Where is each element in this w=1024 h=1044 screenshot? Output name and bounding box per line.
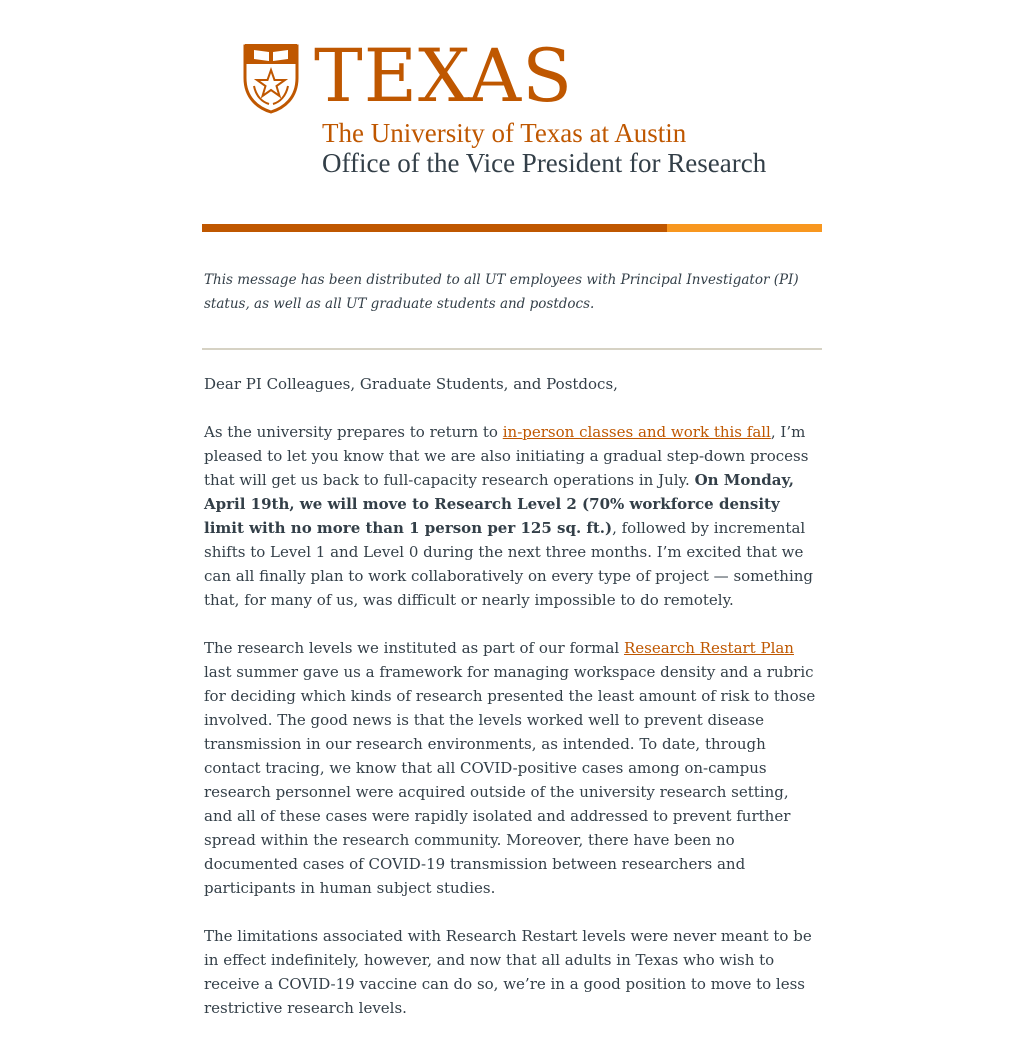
paragraph-2-text-b: last summer gave us a framework for managing workspace density and a rubric for deciding which kinds of research presented the least amount of risk to those involved. The good news is that the levels worked well to prevent disease transmission in our research environments, as intended. To date, through contact tracing, we know that all COVID-positive cases among on-campus research personnel were acquired outside of the university research setting, and all of these cases were rapidly isolated and addressed to prevent further spread within the research community. Moreover, there have been no documented cases of COVID-19 transmission between researchers and participants in human subject studies.	[204, 663, 816, 897]
paragraph-2-text-a: The research levels we instituted as part of our formal	[204, 639, 624, 657]
paragraph-1-text-a: As the university prepares to return to	[204, 423, 503, 441]
divider	[202, 348, 822, 350]
distribution-note: This message has been distributed to all UT employees with Principal Investigator (PI) status, as well as all UT graduate students and postdocs.	[204, 272, 799, 312]
paragraph-2	[204, 636, 820, 900]
paragraph-1-bold: On Monday, April 19th, we will move to Research Level 2 (70% workforce density limit with no more than 1 person per 125 sq. ft.)	[204, 471, 794, 537]
paragraph-1-text-b: , I’m pleased to let you know that we are also initiating a gradual step-down process that will get us back to full-capacity research operations in July.	[204, 423, 809, 489]
in-person-classes-link[interactable]: in-person classes and work this fall	[502, 423, 771, 441]
paragraph-3: The limitations associated with Research Restart levels were never meant to be in effect indefinitely, however, and now that all adults in Texas who wish to receive a COVID-19 vaccine can do so, we’re in a good position to move to less restrictive research levels.	[204, 927, 812, 1017]
office-name: Office of the Vice President for Research	[322, 148, 767, 178]
email-header	[242, 34, 802, 190]
header-color-bar	[202, 224, 822, 232]
texas-wordmark: TEXAS	[314, 34, 574, 119]
paragraph-1	[204, 420, 820, 612]
header-bar-dark	[202, 224, 667, 232]
header-bar-light	[667, 224, 822, 232]
research-restart-plan-link[interactable]: Research Restart Plan	[623, 639, 794, 657]
university-name: The University of Texas at Austin	[322, 118, 687, 148]
greeting: Dear PI Colleagues, Graduate Students, and Postdocs,	[204, 375, 618, 393]
ut-shield-icon	[242, 40, 300, 114]
email-body	[204, 372, 820, 1044]
paragraph-1-text-c: , followed by incremental shifts to Level 1 and Level 0 during the next three months. I’m excited that we can all finally plan to work collaboratively on every type of project — something that, for many of us, was difficult or nearly impossible to do remotely.	[204, 519, 814, 609]
